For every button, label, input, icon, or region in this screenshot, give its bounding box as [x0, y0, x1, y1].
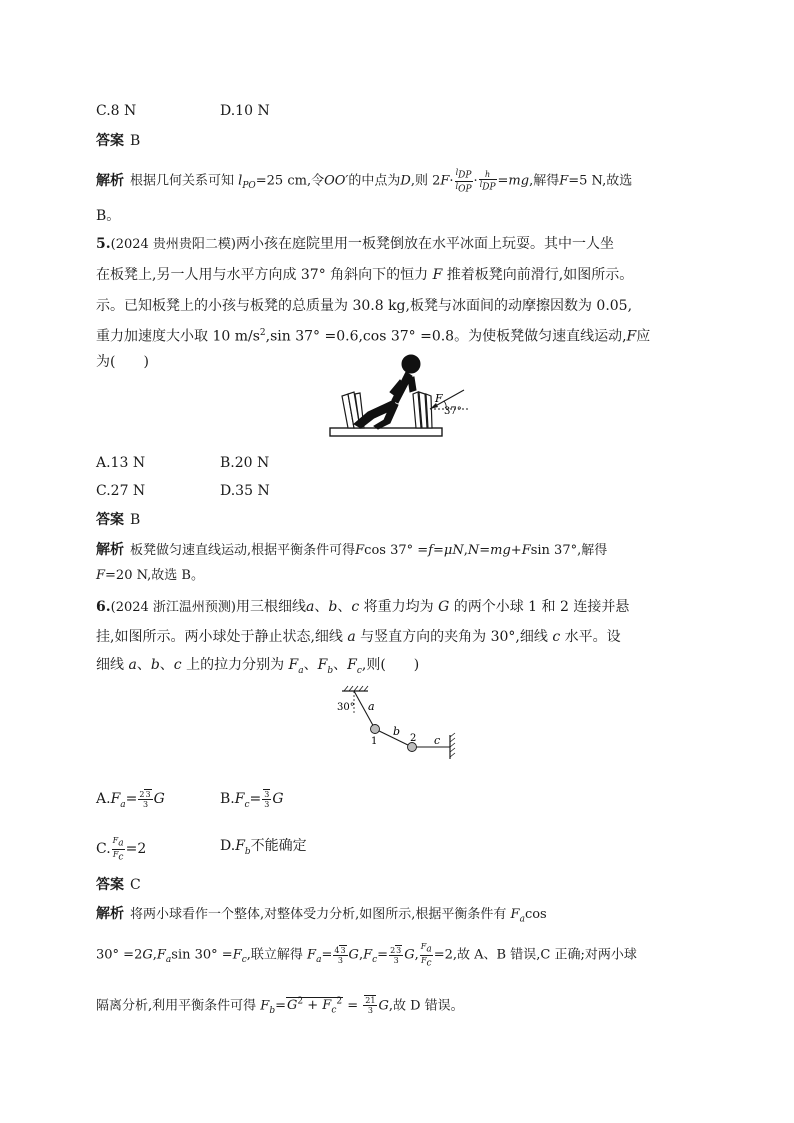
- q6-answer: 答案 C: [96, 877, 141, 893]
- q6-option-c: C. $\frac{F_a}{F_c}$ =2: [96, 836, 147, 863]
- q4-analysis-cont: B。: [96, 208, 121, 224]
- q5-option-a: A.13 N: [96, 455, 146, 471]
- analysis-label: 解析: [96, 172, 124, 189]
- q6-analysis-2: $30^\circ =2G,F_a\sin$ $30^\circ =F_c$,联立解得 $F_a=$ $\frac{43}{3}$ $G,F_c=$ $\frac{23}{3}$ G, $\frac{F_a}{F_c}$ =2,故 A、B 错误,C 正确;对两小球: [96, 942, 637, 969]
- q4-option-c: C.8 N: [96, 103, 137, 119]
- figure-label-b: b: [393, 725, 401, 738]
- q6-line-3: 细线 a、b、c 上的拉力分别为 $F_a$、$F_b$、$F_c$,则( ): [96, 657, 420, 676]
- figure-label-angle: 37°: [444, 406, 462, 417]
- q5-line-5: 为( ): [96, 354, 149, 370]
- figure-label-angle: 30°: [337, 702, 355, 713]
- ball-1: [371, 725, 380, 734]
- figure-label-c: c: [434, 734, 441, 747]
- q5-line-3: 示。已知板凳上的小孩与板凳的总质量为 30.8 kg,板凳与冰面间的动摩擦因数为 0.05,: [96, 298, 633, 314]
- q6-option-a: $A.F_a=$ $\frac{23}{3}$ G: [96, 789, 165, 810]
- q6-line-2: 挂,如图所示。两小球处于静止状态,细线 a 与竖直方向的夹角为 30°,细线 c 水平。设: [96, 629, 621, 645]
- q6-option-d: $D.F_b$不能确定: [220, 838, 307, 857]
- fraction-ldp-lop: $\frac{l_{DP}}{l_{OP}}$: [455, 168, 472, 195]
- q5-analysis-cont: F=20 N,故选 B。: [96, 568, 204, 583]
- q6-analysis-3: 隔离分析,利用平衡条件可得 $F_b=G^2 + F_c^2$ = $\frac{21}{3}$ G,故 D 错误。: [96, 996, 464, 1016]
- q4-option-d: D.10 N: [220, 103, 270, 119]
- q5-option-c: C.27 N: [96, 483, 146, 499]
- figure-label-1: 1: [371, 736, 378, 747]
- q6-analysis-1: 解析 将两小球看作一个整体,对整体受力分析,如图所示,根据平衡条件有 $F_a\cos$: [96, 906, 547, 925]
- q6-line-1: 6.(2024 浙江温州预测)用三根细线a、b、c 将重力均为 G 的两个小球 1 和 2 连接并悬: [96, 599, 630, 615]
- figure-label-f: F: [435, 392, 443, 405]
- q5-option-b: B.20 N: [220, 455, 270, 471]
- figure-label-2: 2: [410, 733, 417, 744]
- q5-option-d: D.35 N: [220, 483, 270, 499]
- analysis-label: 解析: [96, 906, 124, 922]
- q4-analysis: 解析 根据几何关系可知 $l_{PO}=25$ cm,令OO′的中点为D,则 2F· $\frac{l_{DP}}{l_{OP}}$ · $\frac{h}{l_{DP}}$ =mg,解得F=5 N,故选: [96, 168, 633, 195]
- q4-answer: 答案 B: [96, 133, 141, 149]
- bench-figure: [326, 350, 476, 442]
- q5-answer: 答案 B: [96, 512, 141, 528]
- pendulum-figure: [330, 683, 470, 763]
- analysis-label: 解析: [96, 542, 124, 558]
- answer-label: 答案: [96, 512, 124, 528]
- figure-label-a: a: [368, 700, 375, 713]
- answer-label: 答案: [96, 877, 124, 893]
- q5-line-2: 在板凳上,另一人用与水平方向成 37° 角斜向下的恒力 F 推着板凳向前滑行,如图所示。: [96, 267, 634, 283]
- fraction-h-ldp: $\frac{h}{l_{DP}}$: [479, 169, 496, 193]
- q5-analysis: 解析 板凳做匀速直线运动,根据平衡条件可得Fcos 37° =f=μN,N=mg+Fsin 37°,解得: [96, 542, 608, 558]
- q5-line-1: 5.(2024 贵州贵阳二模)两小孩在庭院里用一板凳倒放在水平冰面上玩耍。其中一人坐: [96, 236, 614, 252]
- q6-option-b: $B.F_c=$ $\frac{3}{3}$ G: [220, 789, 284, 810]
- q5-line-4: 重力加速度大小取 10 $m/s^2,\sin$ 37° =0.6,cos 37° =0.8。为使板凳做匀速直线运动,F应: [96, 328, 651, 345]
- answer-label: 答案: [96, 133, 124, 149]
